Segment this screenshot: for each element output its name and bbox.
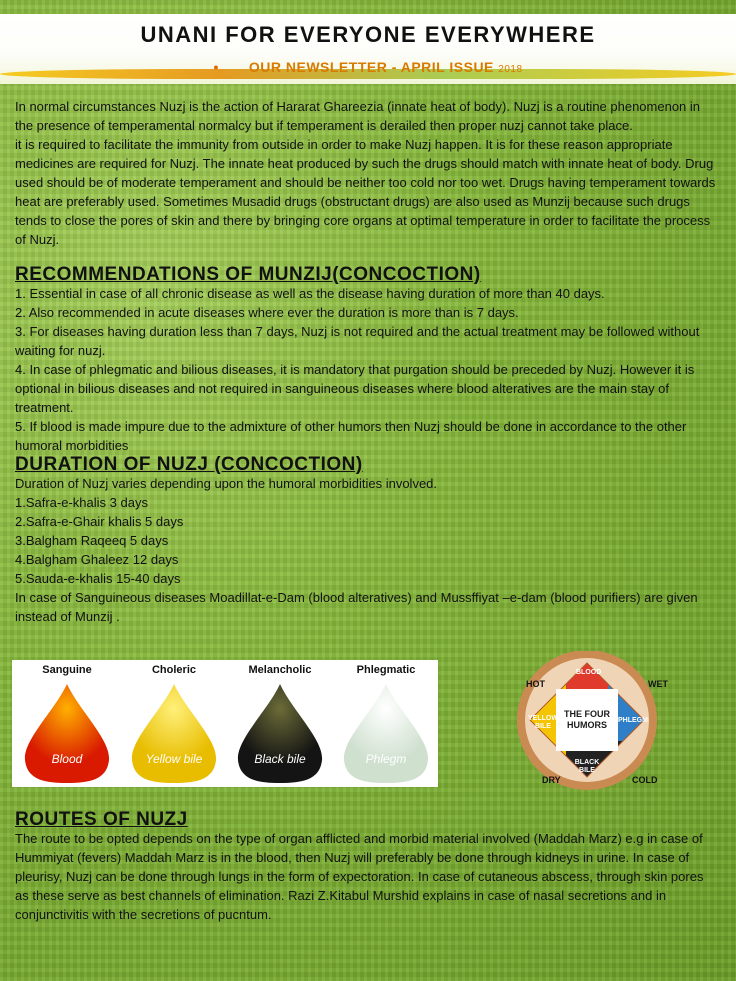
four-humors-wheel	[506, 651, 686, 799]
main-content	[15, 97, 718, 626]
subtitle-bullet: •	[213, 59, 219, 75]
duration-item: 2.Safra-e-Ghair khalis 5 days	[15, 514, 184, 529]
humor-title: Phlegmatic	[356, 664, 416, 676]
yellow-bile-drop-icon	[126, 680, 222, 784]
blood-drop-icon	[19, 680, 115, 784]
humors-drops-image	[12, 660, 438, 787]
intro-paragraph-2: it is required to facilitate the immunity from outside in order to make Nuzj happen. It is for these reason appropriate medicines are required for Nuzj. The innate heat produced by such the drugs should match with innate heat of body. Drug used should be of moderate temperament and should be neither too cold nor too wet. Drugs having temperament towards heat are preferably used. Sometimes Musadid drugs (obstructant drugs) are also used as Munzij because such drugs tends to close the pores of skin and there by bringing core organs at optimal temperature in order to facilitate the process of Nuzj.	[15, 137, 716, 247]
humor-label: Blood	[51, 752, 83, 766]
newsletter-banner	[0, 14, 736, 84]
recommendation-item: 1. Essential in case of all chronic disease as well as the disease having duration of more than 40 days.	[15, 286, 605, 301]
newsletter-subtitle	[0, 59, 736, 75]
wheel-center-label: THE FOUR HUMORS	[556, 689, 618, 751]
wheel-blood-label: BLOOD	[576, 669, 602, 676]
duration-item: 1.Safra-e-khalis 3 days	[15, 495, 148, 510]
humor-title: Choleric	[151, 664, 196, 676]
wheel-hot-label: HOT	[526, 679, 545, 689]
duration-intro: Duration of Nuzj varies depending upon the humoral morbidities involved.	[15, 476, 438, 491]
recommendation-item: 4. In case of phlegmatic and bilious diseases, it is mandatory that purgation should be preceded by Nuzj. However it is optional in bilious diseases and not required in sanguineous diseases where blood alteratives are the main stay of treatment.	[15, 362, 695, 415]
phlegm-drop-icon	[338, 680, 434, 784]
humor-melancholic	[230, 664, 330, 784]
routes-heading: ROUTES OF NUZJ	[15, 809, 188, 830]
duration-note: In case of Sanguineous diseases Moadillat-e-Dam (blood alteratives) and Mussffiyat –e-dam (blood purifiers) are given instead of Munzij .	[15, 590, 698, 624]
duration-heading: DURATION OF NUZJ (CONCOCTION)	[15, 454, 363, 475]
subtitle-text: OUR NEWSLETTER - APRIL ISSUE	[248, 59, 494, 75]
duration-item: 4.Balgham Ghaleez 12 days	[15, 552, 179, 567]
humor-sanguine	[17, 664, 117, 784]
humor-phlegmatic	[336, 664, 436, 784]
black-bile-drop-icon	[232, 680, 328, 784]
newsletter-title: UNANI FOR EVERYONE EVERYWHERE	[140, 22, 596, 47]
humor-title: Melancholic	[248, 664, 312, 676]
duration-item: 5.Sauda-e-khalis 15-40 days	[15, 571, 181, 586]
humor-choleric	[124, 664, 224, 784]
wheel-cold-label: COLD	[632, 775, 658, 785]
humor-label: Yellow bile	[145, 752, 203, 766]
wheel-yellow-bile-label: YELLOW BILE	[528, 715, 558, 730]
recommendation-item: 2. Also recommended in acute diseases where ever the duration is more than is 7 days.	[15, 305, 519, 320]
wheel-black-bile-label: BLACK BILE	[574, 759, 600, 774]
recommendation-item: 5. If blood is made impure due to the admixture of other humors then Nuzj should be done in accordance to the other humoral morbidities	[15, 419, 687, 453]
duration-item: 3.Balgham Raqeeq 5 days	[15, 533, 169, 548]
humor-title: Sanguine	[42, 664, 92, 676]
routes-section	[15, 810, 718, 924]
wheel-wet-label: WET	[648, 679, 668, 689]
intro-paragraph-1: In normal circumstances Nuzj is the action of Hararat Ghareezia (innate heat of body). Nuzj is a routine phenomenon in the presence of temperamental normalcy but if temperament is derailed then proper nuzj cannot take place.	[15, 99, 701, 133]
wheel-phlegm-label: PHLEGM	[618, 717, 648, 724]
wheel-dry-label: DRY	[542, 775, 561, 785]
recommendations-heading: RECOMMENDATIONS OF MUNZIJ(CONCOCTION)	[15, 264, 481, 285]
humors-figures	[12, 660, 736, 800]
humor-label: Phlegm	[365, 752, 407, 766]
subtitle-year: 2018	[498, 64, 523, 75]
recommendation-item: 3. For diseases having duration less than 7 days, Nuzj is not required and the actual treatment may be followed without waiting for nuzj.	[15, 324, 700, 358]
humor-label: Black bile	[254, 752, 306, 766]
routes-text: The route to be opted depends on the type of organ afflicted and morbid material involved (Maddah Marz) e.g in case of Hummiyat (fevers) Maddah Marz is in the blood, then Nuzj will preferably be done through kidneys in urine. In case of pleurisy, Nuzj can be done through lungs in the form of expectoration. In case of cutaneous abscess, through skin pores as these serve as best channels of elimination. Razi Z.Kitabul Murshid explains in case of nasal secretions and in conjunctivitis with the secretions of pucntum.	[15, 831, 704, 922]
